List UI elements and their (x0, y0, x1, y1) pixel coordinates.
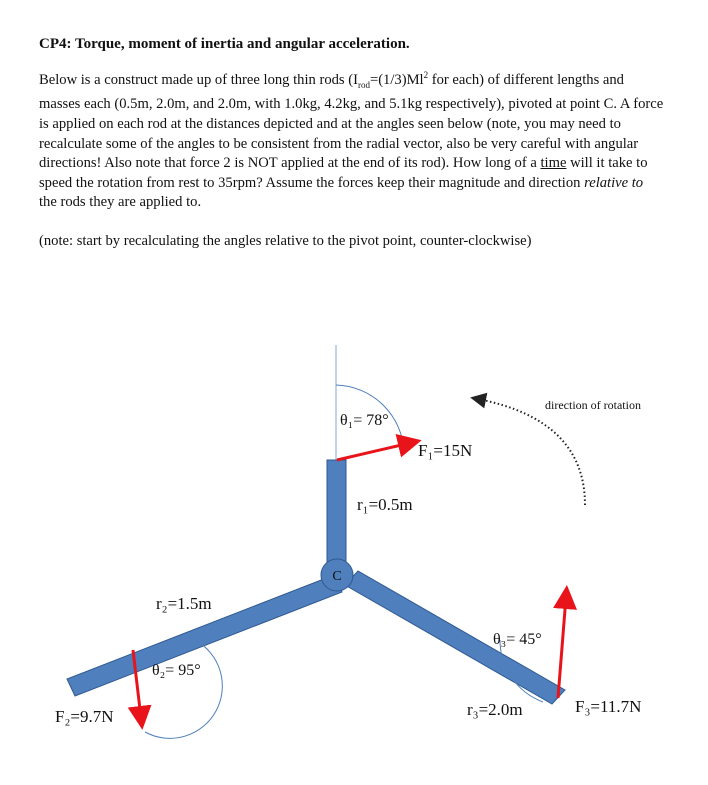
problem-note: (note: start by recalculating the angles relative to the pivot point, counter-clockwise) (39, 233, 532, 249)
statement-part-1: Below is a construct made up of three long thin rods (I (39, 71, 358, 88)
statement-part-3: for each) of different lengths and masses each (0.5m, 2.0m, and 2.0m, with 1.0kg, 4.2kg, and 5.1kg respectively), pivoted at point C. A force is applied on each rod at the distances depicted and at the angles seen below (note, you may need to recalculate some of the angles to be consistent from the radial vector, also be very careful with angular directions! Also note that force 2 is NOT applied at the end of its rod). How long of a (39, 71, 664, 172)
force-1-arrow (337, 443, 410, 460)
statement-part-2: =(1/3)Ml (369, 71, 424, 88)
theta2-label: θ₂= 95° (152, 662, 201, 679)
rotation-label: direction of rotation (545, 398, 641, 412)
rod-1 (327, 460, 346, 575)
statement-part-5: the rods they are applied to. (39, 194, 202, 211)
theta1-label: θ₁= 78° (340, 412, 389, 429)
force-1-label: F₁=15N (418, 441, 473, 460)
theta3-label: θ₃= 45° (493, 631, 542, 648)
r3-label: r₃=2.0m (467, 700, 523, 719)
force-3-arrow (558, 597, 566, 698)
relative-to-phrase: relative to (584, 174, 644, 191)
statement-part-4: will it take to speed the rotation from rest to 35rpm? Assume the forces keep their magnitude and direction (39, 155, 648, 191)
r2-label: r₂=1.5m (156, 594, 212, 613)
force-2-label: F₂=9.7N (55, 707, 114, 726)
problem-title: CP4: Torque, moment of inertia and angular acceleration. (39, 36, 410, 52)
pivot-label: C (332, 569, 342, 584)
time-word: time (540, 155, 567, 172)
superscript-2: 2 (423, 70, 429, 80)
r1-label: r₁=0.5m (357, 495, 413, 514)
rotation-direction-arrow (478, 399, 585, 505)
subscript-rod: rod (357, 79, 370, 90)
force-3-label: F₃=11.7N (575, 697, 642, 716)
